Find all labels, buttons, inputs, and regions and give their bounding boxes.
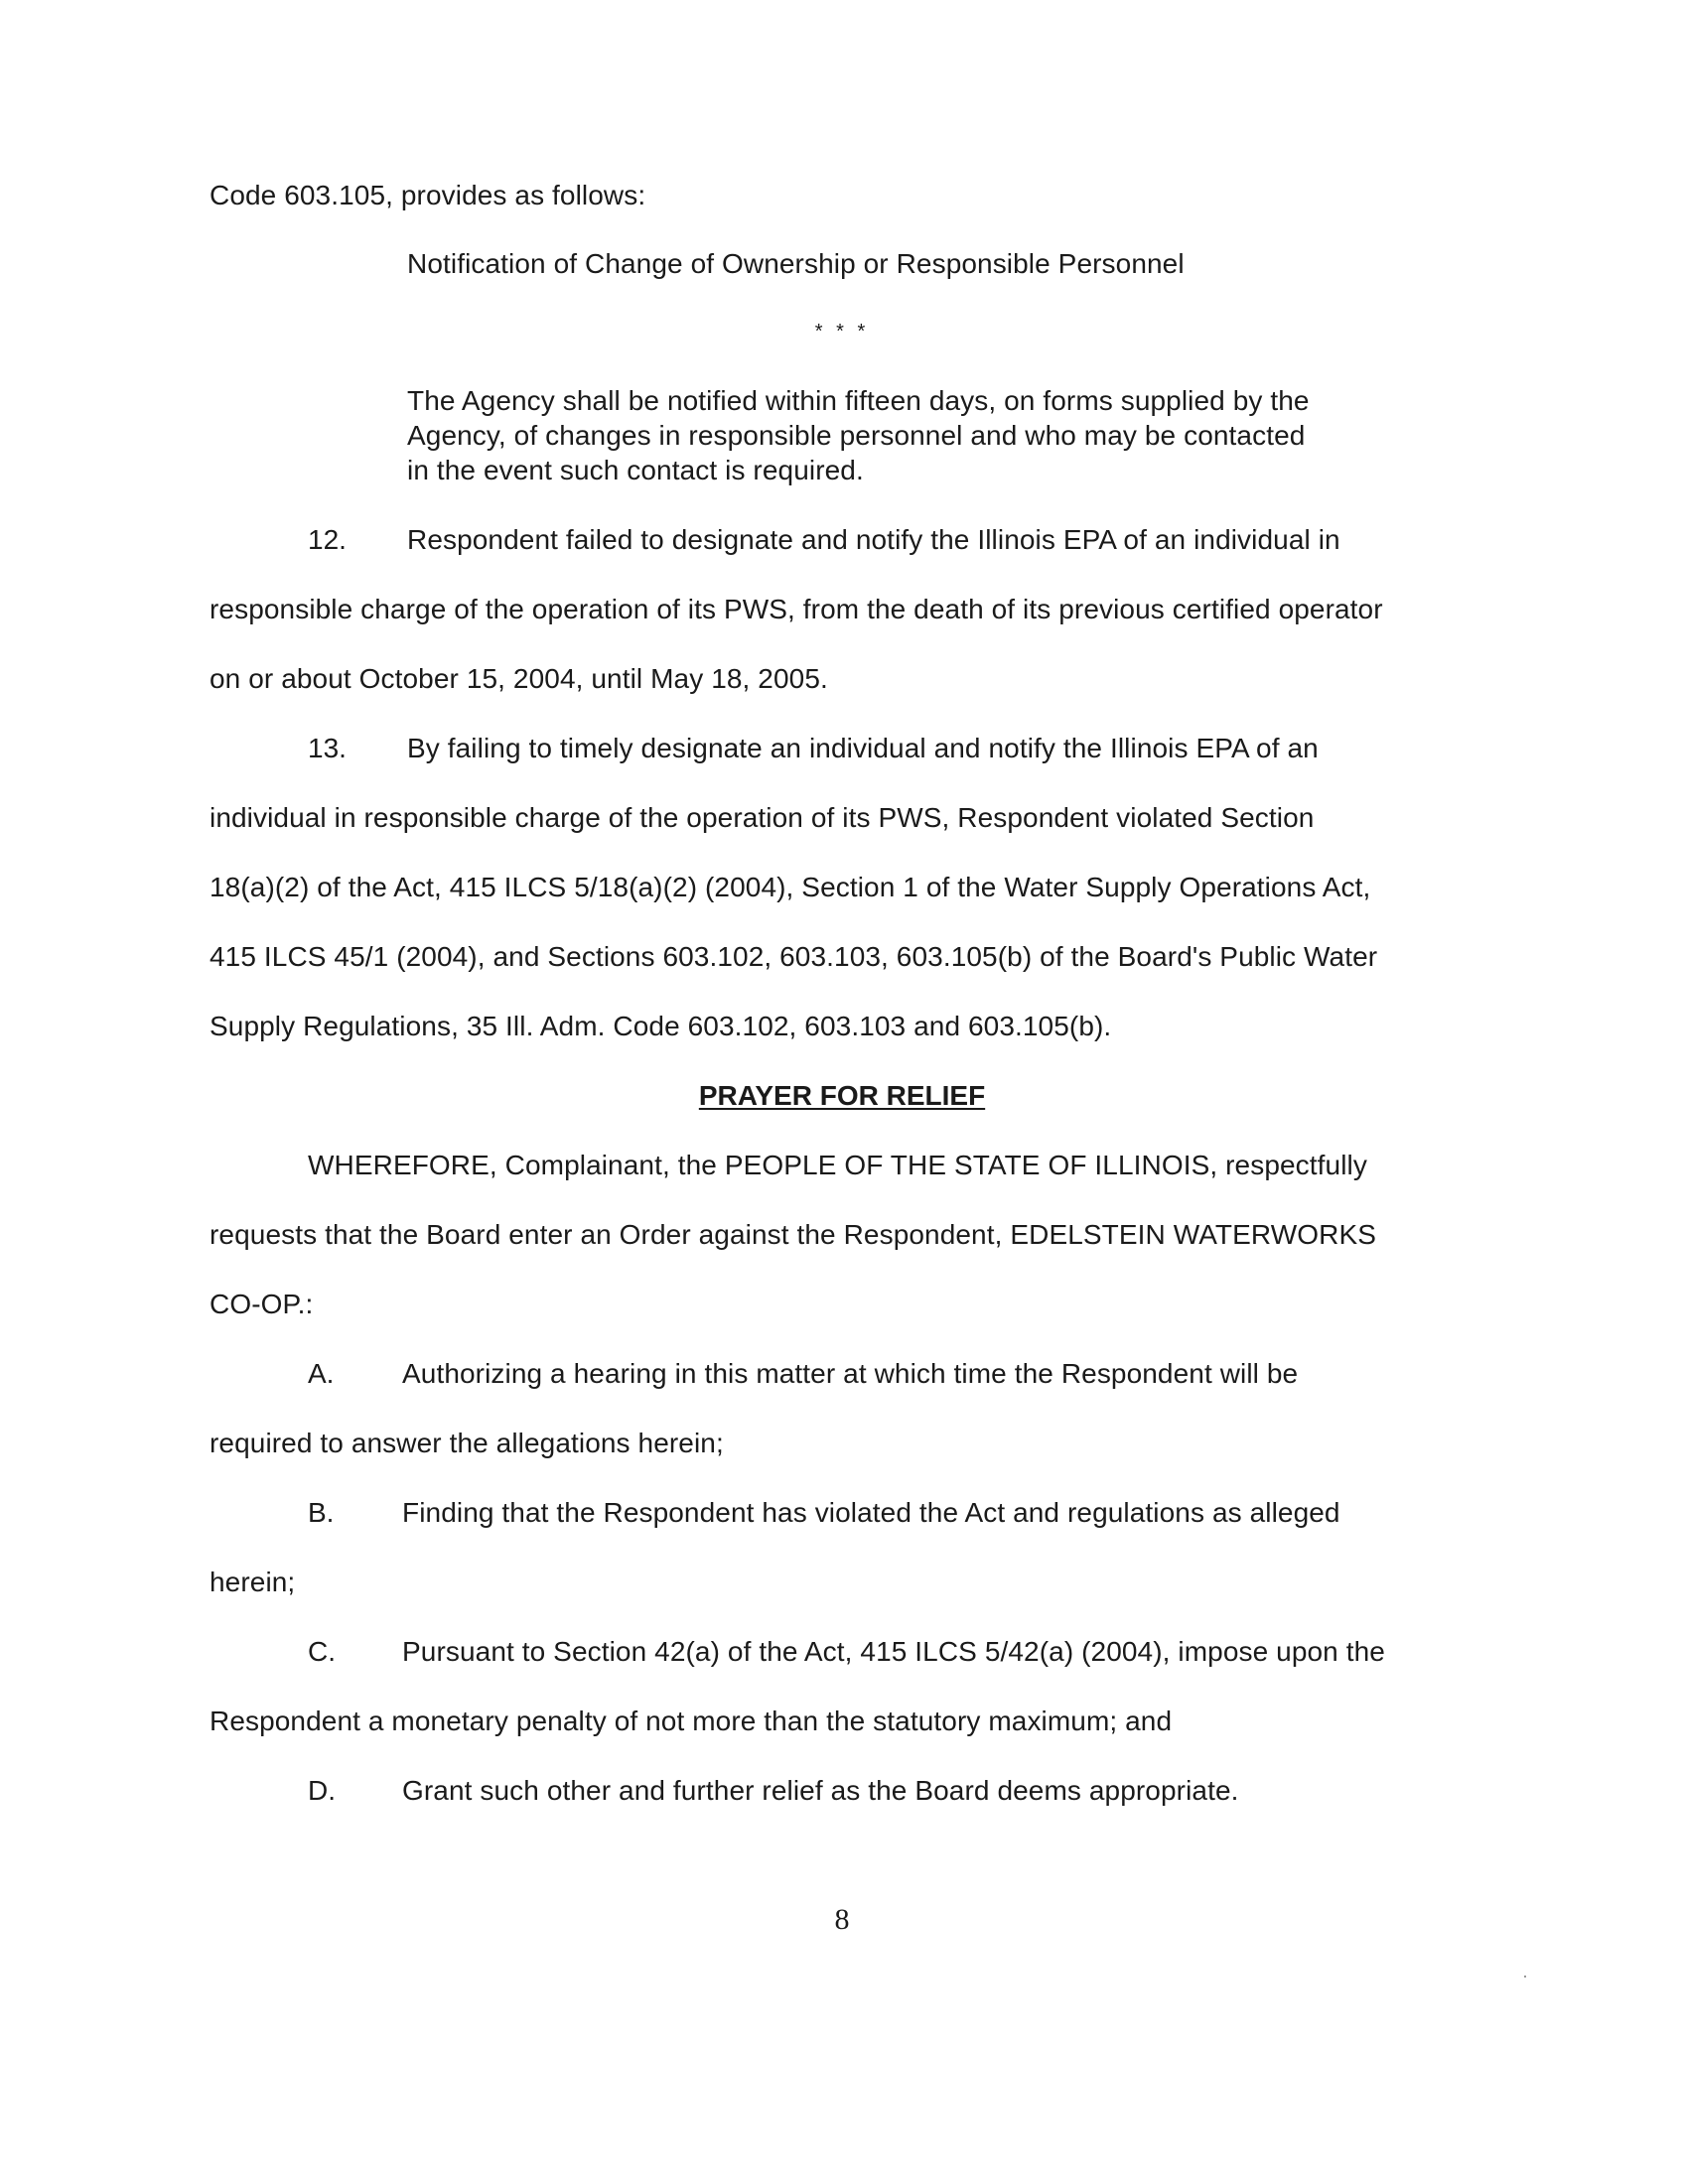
relief-item-continuation: Respondent a monetary penalty of not more than the statutory maximum; and: [210, 1706, 1173, 1736]
relief-item-letter: B.: [308, 1497, 335, 1528]
relief-item-first-line: Finding that the Respondent has violated the Act and regulations as alleged: [402, 1497, 1340, 1528]
scan-speck: [1524, 1976, 1526, 1978]
relief-item-letter: C.: [308, 1636, 336, 1667]
prayer-line: CO-OP.:: [210, 1289, 314, 1319]
paragraph-first-line: By failing to timely designate an individual and notify the Illinois EPA of an: [407, 733, 1319, 763]
relief-item-first-line: Grant such other and further relief as the Board deems appropriate.: [402, 1775, 1239, 1806]
relief-item-first-line: Authorizing a hearing in this matter at which time the Respondent will be: [402, 1358, 1299, 1389]
paragraph-number: 12.: [308, 524, 347, 555]
paragraph-line: 18(a)(2) of the Act, 415 ILCS 5/18(a)(2) (2004), Section 1 of the Water Supply Operations Act,: [210, 872, 1371, 902]
quote-title: Notification of Change of Ownership or Responsible Personnel: [407, 248, 1185, 279]
page-number: 8: [834, 1903, 850, 1936]
relief-item-letter: D.: [308, 1775, 336, 1806]
intro-line: Code 603.105, provides as follows:: [210, 180, 646, 210]
relief-item-letter: A.: [308, 1358, 335, 1389]
paragraph-line: 415 ILCS 45/1 (2004), and Sections 603.102, 603.103, 603.105(b) of the Board's Public Water: [210, 941, 1378, 972]
paragraph-number: 13.: [308, 733, 347, 763]
relief-item-continuation: required to answer the allegations herein;: [210, 1428, 724, 1458]
relief-item-continuation: herein;: [210, 1567, 296, 1597]
section-heading: PRAYER FOR RELIEF: [698, 1080, 986, 1111]
paragraph-first-line: Respondent failed to designate and notify the Illinois EPA of an individual in: [407, 524, 1340, 555]
quote-line: Agency, of changes in responsible personnel and who may be contacted: [407, 420, 1306, 451]
paragraph-line: Supply Regulations, 35 Ill. Adm. Code 603.102, 603.103 and 603.105(b).: [210, 1011, 1112, 1041]
quote-line: in the event such contact is required.: [407, 455, 864, 485]
paragraph-line: responsible charge of the operation of its PWS, from the death of its previous certified operator: [210, 594, 1383, 624]
quote-line: The Agency shall be notified within fifteen days, on forms supplied by the: [407, 385, 1310, 416]
prayer-line: requests that the Board enter an Order against the Respondent, EDELSTEIN WATERWORKS: [210, 1219, 1377, 1250]
paragraph-line: on or about October 15, 2004, until May 18, 2005.: [210, 663, 828, 694]
relief-item-first-line: Pursuant to Section 42(a) of the Act, 415 ILCS 5/42(a) (2004), impose upon the: [402, 1636, 1385, 1667]
prayer-first-line: WHEREFORE, Complainant, the PEOPLE OF THE STATE OF ILLINOIS, respectfully: [308, 1150, 1367, 1180]
paragraph-line: individual in responsible charge of the operation of its PWS, Respondent violated Section: [210, 802, 1315, 833]
ellipsis-stars: * * *: [814, 321, 870, 342]
